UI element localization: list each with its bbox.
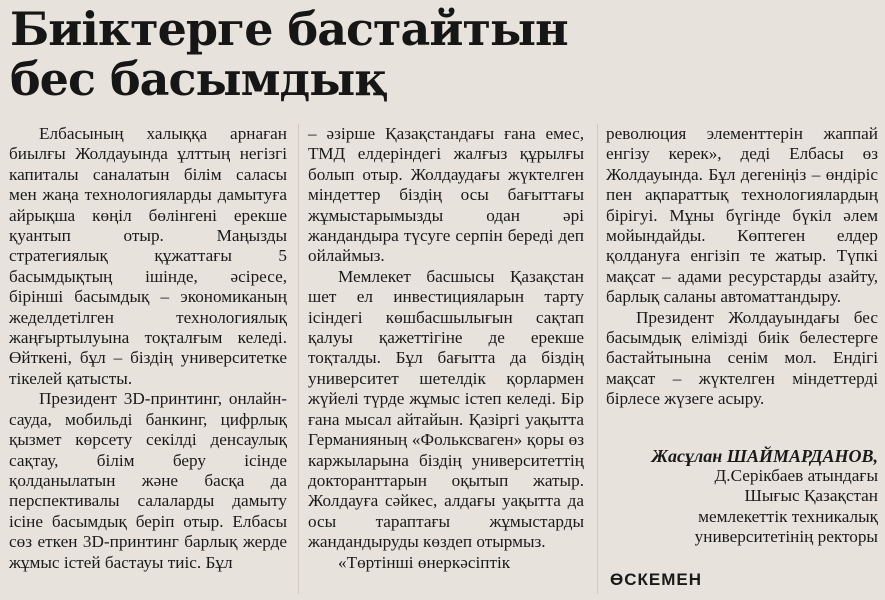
paragraph: – әзірше Қазақстандағы ғана емес, ТМД елдеріндегі жалғыз құрылғы болып отыр. Жолдаудағы жүктелген міндеттер біздің осы бағыттағы жұмыстарымызды одан әрі жандандыра түсуге серпін береді деп ойлаймыз. xyxy=(308,124,584,266)
affiliation-line: Д.Серікбаев атындағы xyxy=(714,466,878,485)
paragraph: Президент 3D-принтинг, онлайн-сауда, мобильді банкинг, цифрлық қызмет көрсету секілді денсаулық сақтау, білім беру ісінде қолданылатын және басқа да перспективалы салаларды дамыту ісіне басымдық беріп отыр. Елбасы сөз еткен 3D-принтинг барлық жерде жұмыс істей бастауы тиіс. Бұл xyxy=(9,389,287,572)
column-divider xyxy=(597,124,598,594)
affiliation-line: Шығыс Қазақстан xyxy=(744,486,878,506)
paragraph: революция элементтерін жаппай енгізу керек», деді Елбасы өз Жолдауында. Бұл дегеніңіз – өндіріс пен ақпараттық технологиялардың бірігуі. Мұны бүгінде бүкіл әлем мойындайды. Көптеген елдер қолдануға енгізіп те жатыр. Түпкі мақсат – адами ресурстарды азайту, барлық саланы автоматтандыру. xyxy=(606,124,878,307)
article-column-1 xyxy=(9,124,287,573)
affiliation-line: мемлекеттік техникалық xyxy=(698,506,878,526)
author-affiliation xyxy=(606,466,878,548)
paragraph: Президент Жолдауындағы бес басымдық елімізді биік белестерге бастайтынына сенім мол. Ендігі мақсат – жүктелген міндеттерді бірлесе жүзеге асыру. xyxy=(606,307,878,409)
author-name: Жасұлан ШАЙМАРДАНОВ, xyxy=(651,446,878,466)
paragraph: Елбасының халыққа арнаған биылғы Жолдауында ұлттың негізгі капиталы саналатын білім саласы мен жаңа технологияларды дамытуға айрықша көңіл бөлінгені ерекше қуантып отыр. Маңызды стратегиялық құжаттағы 5 басымдықтың ішінде, әсіресе, бірінші басымдық – экономиканың жеделдетілген технологиялық жаңғыртылуына тоқталғым келеді. Өйткені, бұл – біздің университетке тікелей қатысты. xyxy=(9,124,287,388)
article-column-3 xyxy=(606,124,878,410)
article-column-2 xyxy=(308,124,584,573)
paragraph: Мемлекет басшысы Қазақстан шет ел инвестицияларын тарту ісіндегі көшбасшылығын сақтап қалуы қажеттігіне де ерекше тоқталды. Бұл бағытта да біздің университет шетелдік қорлармен жүйелі түрде жұмыс істеп келеді. Бір ғана мысал айтайын. Қазіргі уақытта Германияның «Фольксваген» қоры өз каржыларына біздің университеттің докторанттарын оқытып жатыр. Жолдауға сәйкес, алдағы уақытта да осы тараптағы жұмыстарды жандандыруды көздеп отырмыз. xyxy=(308,266,584,552)
column-divider xyxy=(298,124,299,594)
paragraph: «Төртінші өнеркәсіптік xyxy=(338,552,511,572)
affiliation-line: университетінің ректоры xyxy=(694,527,878,547)
headline: Биіктерге бастайтын бес басымдық xyxy=(10,2,568,106)
dateline-city: ӨСКЕМЕН xyxy=(610,570,702,589)
